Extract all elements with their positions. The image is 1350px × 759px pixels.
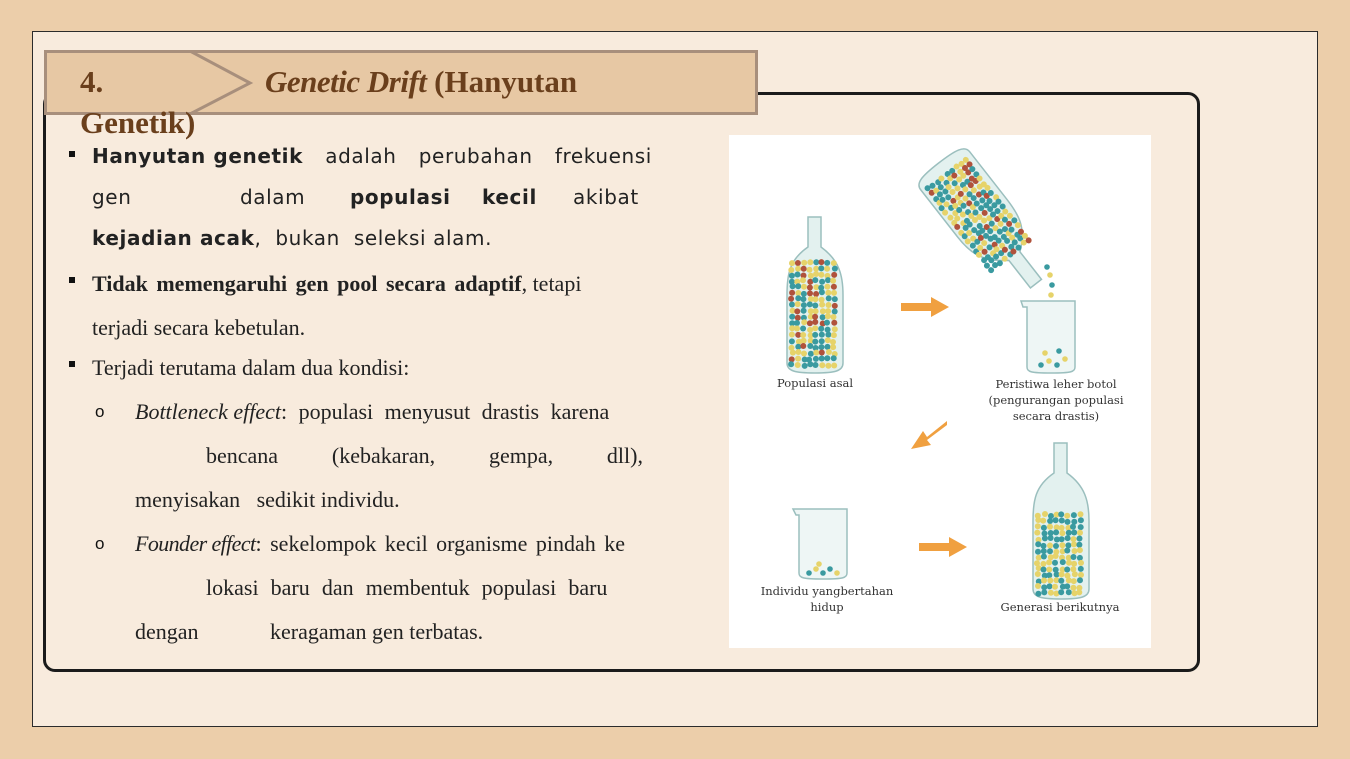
bead (824, 320, 830, 326)
arrow-down-left-icon (911, 421, 947, 449)
bead (1048, 513, 1054, 519)
bead (795, 260, 801, 266)
bead (788, 267, 794, 273)
bead (827, 566, 833, 572)
word: dll), (606, 443, 643, 468)
bead (812, 277, 818, 283)
bead (813, 350, 819, 356)
bead (1078, 566, 1084, 572)
bead (812, 332, 818, 338)
word: akibat (573, 185, 639, 209)
bead (813, 308, 819, 314)
bead (1034, 530, 1040, 536)
bead (1052, 560, 1058, 566)
bead (789, 273, 795, 279)
title-rest: (Hanyutan (434, 64, 578, 99)
bead (795, 266, 801, 272)
word: keragaman gen terbatas. (270, 619, 484, 644)
bead (1078, 511, 1084, 517)
bead (830, 339, 836, 345)
term-founder-effect: Founder effect (135, 531, 256, 556)
bead (826, 295, 832, 301)
caption-survivors-2: hidup (810, 600, 844, 614)
bead (1041, 567, 1047, 573)
bead (1078, 524, 1084, 530)
bead (808, 273, 814, 279)
bead (832, 326, 838, 332)
bead (800, 343, 806, 349)
bead (794, 320, 800, 326)
bead (826, 302, 832, 308)
bead (1036, 555, 1042, 561)
bead (819, 289, 825, 295)
bead (1066, 560, 1072, 566)
word: , bukan seleksi alam. (254, 226, 493, 250)
bead (830, 278, 836, 284)
bead (801, 308, 807, 314)
bead (801, 302, 807, 308)
bead (825, 313, 831, 319)
bullet2-line1 (92, 271, 581, 297)
bead (1053, 517, 1059, 523)
caption-bottleneck-3: secara drastis) (1012, 409, 1100, 423)
bead (824, 260, 830, 266)
bead (1048, 292, 1054, 298)
bead (825, 337, 831, 343)
bead (1048, 535, 1054, 541)
bead (800, 277, 806, 283)
bead (790, 350, 796, 356)
bead (795, 301, 801, 307)
bead (1078, 517, 1084, 523)
bead (1053, 543, 1059, 549)
bead (834, 570, 840, 576)
bead (807, 343, 813, 349)
bead (807, 301, 813, 307)
bead (816, 561, 822, 567)
bead (1048, 590, 1054, 596)
bead (1047, 583, 1053, 589)
word: frekuensi (554, 144, 652, 168)
bead (812, 319, 818, 325)
term-kecil: kecil (482, 185, 537, 209)
original-population-bottle (787, 217, 843, 373)
bead (1053, 529, 1059, 535)
bead (801, 319, 807, 325)
word: bencana (206, 443, 279, 468)
bead (802, 363, 808, 369)
bead (1059, 530, 1065, 536)
bead (807, 361, 813, 367)
bead (807, 285, 813, 291)
bead (1071, 561, 1077, 567)
bead (819, 279, 825, 285)
bead (801, 266, 807, 272)
bead (825, 290, 831, 296)
bead (1041, 578, 1047, 584)
bead (1040, 561, 1046, 567)
bead (1059, 542, 1065, 548)
sub2-line1 (135, 531, 663, 557)
bead (801, 291, 807, 297)
sub1-line1 (135, 399, 663, 425)
bead (820, 314, 826, 320)
bottleneck-bottle (915, 144, 1059, 304)
bead (1064, 513, 1070, 519)
bead (1046, 358, 1052, 364)
bead (806, 570, 812, 576)
bead (1077, 536, 1083, 542)
bead (1059, 571, 1065, 577)
bead (1041, 554, 1047, 560)
bead (1065, 535, 1071, 541)
bead (820, 570, 826, 576)
bead (818, 272, 824, 278)
bead (818, 265, 824, 271)
bead (1071, 578, 1077, 584)
word: gempa, (488, 443, 554, 468)
next-generation-bottle (1033, 443, 1089, 599)
bead (789, 332, 795, 338)
bead (1072, 571, 1078, 577)
bead (1071, 536, 1077, 542)
bead (794, 326, 800, 332)
bead (1064, 583, 1070, 589)
bead (1059, 518, 1065, 524)
bead (1077, 547, 1083, 553)
bead (788, 296, 794, 302)
bead (1047, 272, 1053, 278)
bead (813, 362, 819, 368)
bead (1044, 264, 1050, 270)
bead (1070, 524, 1076, 530)
bead (795, 344, 801, 350)
bead (795, 356, 801, 362)
bead (831, 290, 837, 296)
bead (824, 266, 830, 272)
bead (807, 320, 813, 326)
slide-title (265, 64, 577, 100)
bead (1060, 559, 1066, 565)
bead (1064, 548, 1070, 554)
bead (801, 338, 807, 344)
bead (1077, 577, 1083, 583)
bead (1059, 536, 1065, 542)
slide-number: 4. (80, 64, 104, 99)
bead (1071, 554, 1077, 560)
bead (795, 295, 801, 301)
bead (1078, 572, 1084, 578)
term-populasi: populasi (350, 185, 451, 209)
word: : populasi menyusut drastis karena (280, 399, 610, 424)
bead (1071, 512, 1077, 518)
bead (807, 267, 813, 273)
bead (1064, 567, 1070, 573)
bullet1-line1 (92, 144, 652, 168)
bead (831, 363, 837, 369)
bead (813, 566, 819, 572)
word: dalam (240, 185, 306, 209)
bead (812, 314, 818, 320)
bead (1077, 555, 1083, 561)
bead (1076, 589, 1082, 595)
bead (1077, 530, 1083, 536)
bead (807, 259, 813, 265)
bead (813, 356, 819, 362)
bead (825, 327, 831, 333)
bead (795, 283, 801, 289)
bead (812, 325, 818, 331)
bullet-marker (69, 151, 75, 157)
bead (1066, 589, 1072, 595)
bead (1072, 548, 1078, 554)
bead (819, 338, 825, 344)
bead (1035, 523, 1041, 529)
bead (831, 320, 837, 326)
bead (795, 272, 801, 278)
sub2-line2: lokasi baru dan membentuk populasi baru (206, 575, 608, 600)
bullet1-line3 (92, 226, 492, 250)
bead (818, 326, 824, 332)
bead (818, 259, 824, 265)
bead (1046, 572, 1052, 578)
bullet-marker (69, 361, 75, 367)
bead (812, 296, 818, 302)
bead (800, 326, 806, 332)
bead (1071, 541, 1077, 547)
bead (1042, 350, 1048, 356)
bead (812, 303, 818, 309)
bullet3-text: Terjadi terutama dalam dua kondisi: (92, 355, 410, 380)
caption-next-generation: Generasi berikutnya (1000, 600, 1120, 614)
bead (1047, 548, 1053, 554)
bead (795, 362, 801, 368)
bead (1035, 549, 1041, 555)
bead (1038, 362, 1044, 368)
bead (795, 315, 801, 321)
bead (1058, 511, 1064, 517)
bead (819, 344, 825, 350)
bead (1047, 518, 1053, 524)
bead (795, 290, 801, 296)
arrow-right-icon (919, 537, 967, 557)
bead (820, 308, 826, 314)
bead (1071, 530, 1077, 536)
bullet-marker (69, 277, 75, 283)
term-kejadian-acak: kejadian acak (92, 226, 255, 250)
bead (789, 314, 795, 320)
bead (819, 332, 825, 338)
bead (831, 284, 837, 290)
bead (794, 308, 800, 314)
bead (825, 277, 831, 283)
bead (1058, 578, 1064, 584)
bead (819, 362, 825, 368)
bead (824, 284, 830, 290)
bead (813, 271, 819, 277)
bead (1065, 519, 1071, 525)
bead (1047, 578, 1053, 584)
bead (813, 291, 819, 297)
bead (1035, 571, 1041, 577)
term-bottleneck (135, 399, 609, 425)
bead (1042, 535, 1048, 541)
bead (819, 302, 825, 308)
bullet2-line2: terjadi secara kebetulan. (92, 315, 306, 340)
bead (831, 260, 837, 266)
bead (1058, 589, 1064, 595)
bead (832, 303, 838, 309)
bead (1041, 525, 1047, 531)
sub1-line2 (206, 443, 643, 469)
bead (1052, 584, 1058, 590)
bead (1042, 511, 1048, 517)
bead (789, 290, 795, 296)
bead (825, 344, 831, 350)
bead (1056, 348, 1062, 354)
word: , tetapi (521, 271, 582, 296)
bead (830, 344, 836, 350)
bead (1046, 567, 1052, 573)
term-gen-pool: Tidak memengaruhi gen pool secara adaptif (92, 271, 522, 296)
bead (831, 314, 837, 320)
bead (1053, 553, 1059, 559)
bead (1076, 542, 1082, 548)
bead (1054, 362, 1060, 368)
bottleneck-beaker (1021, 301, 1075, 373)
bead (801, 351, 807, 357)
bead (789, 260, 795, 266)
bead (1040, 518, 1046, 524)
bead (808, 351, 814, 357)
bead (1066, 530, 1072, 536)
bead (801, 284, 807, 290)
bead (1046, 559, 1052, 565)
bead (807, 327, 813, 333)
bead (825, 332, 831, 338)
word: (kebakaran, (331, 443, 436, 468)
bead (831, 272, 837, 278)
bead (789, 338, 795, 344)
title-term: Genetic Drift (265, 64, 427, 99)
bead (1041, 589, 1047, 595)
bead (1035, 591, 1041, 597)
caption-bottleneck-1: Peristiwa leher botol (995, 377, 1117, 391)
bead (832, 309, 838, 315)
word: adalah (325, 144, 397, 168)
word: dengan (135, 619, 199, 644)
bead (1065, 542, 1071, 548)
bead (1070, 585, 1076, 591)
sub-bullet-marker: o (95, 534, 105, 553)
word: gen (92, 185, 132, 209)
bead (800, 296, 806, 302)
bead (1035, 541, 1041, 547)
bead (826, 349, 832, 355)
bead (813, 259, 819, 265)
term-hanyutan-genetik: Hanyutan genetik (92, 144, 304, 168)
genetic-drift-illustration (729, 135, 1151, 648)
bead (1078, 560, 1084, 566)
bead (801, 260, 807, 266)
caption-bottleneck-2: (pengurangan populasi (988, 393, 1124, 407)
bead (1047, 543, 1053, 549)
survivors-beaker (793, 509, 847, 579)
bead (832, 266, 838, 272)
sub1-line3: menyisakan sedikit individu. (135, 487, 400, 512)
bead (825, 363, 831, 369)
caption-survivors-1: Individu yangbertahan (760, 584, 894, 598)
bead (1059, 525, 1065, 531)
bead (790, 283, 796, 289)
sub-bullet-marker: o (95, 402, 105, 421)
bead (832, 296, 838, 302)
bead (795, 349, 801, 355)
bead (1047, 524, 1053, 530)
arrow-right-icon (901, 297, 949, 317)
bead (788, 361, 794, 367)
term-bottleneck-effect: Bottleneck effect (135, 399, 281, 424)
bead (800, 332, 806, 338)
bead (789, 302, 795, 308)
bead (824, 355, 830, 361)
bead (1071, 519, 1077, 525)
bead (831, 332, 837, 338)
bead (831, 355, 837, 361)
bead (1035, 583, 1041, 589)
slide-title-line2: Genetik) (80, 105, 196, 140)
bead (1062, 356, 1068, 362)
bead (819, 350, 825, 356)
word: perubahan (418, 144, 533, 168)
bead (1049, 282, 1055, 288)
bead (807, 290, 813, 296)
bead (819, 356, 825, 362)
bead (813, 266, 819, 272)
bead (825, 308, 831, 314)
caption-original-population: Populasi asal (776, 376, 854, 390)
word: : sekelompok kecil organisme pindah ke (255, 531, 626, 556)
bead (1041, 543, 1047, 549)
bead (812, 339, 818, 345)
bead (1041, 548, 1047, 554)
